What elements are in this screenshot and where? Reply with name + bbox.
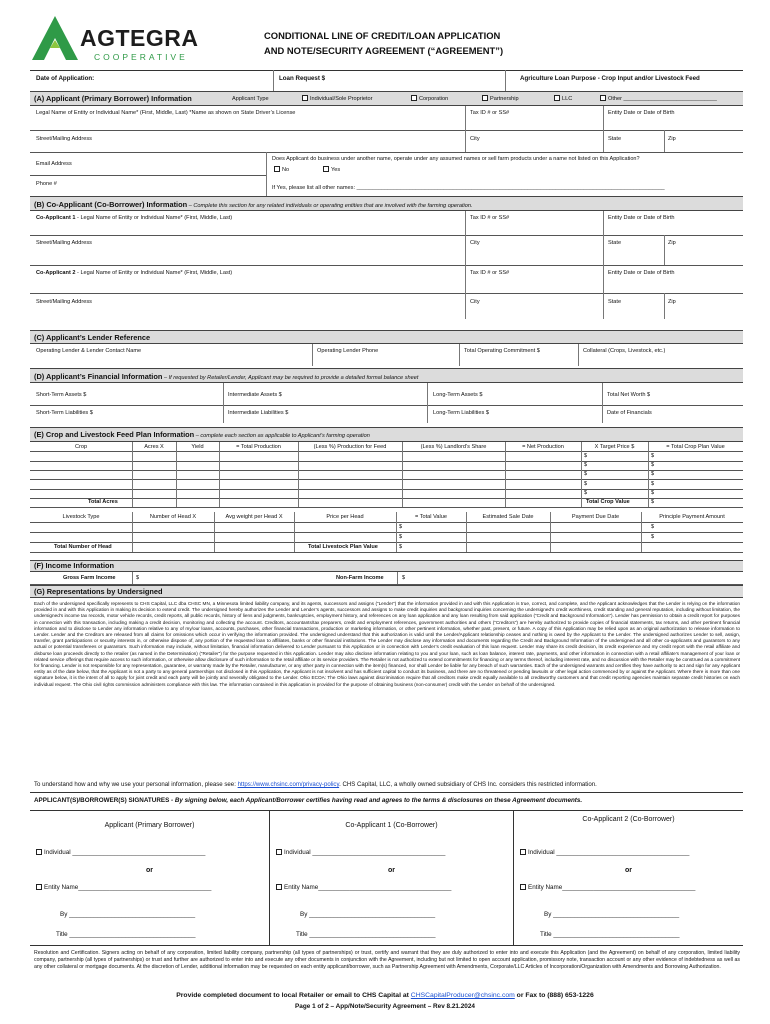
co2-street-field[interactable]: Street/Mailing Address	[36, 299, 92, 305]
section-c-title: (C) Applicant’s Lender Reference	[34, 333, 151, 342]
co1-legal-name-field[interactable]: Co-Applicant 1 - Legal Name of Entity or Individual Name* (First, Middle, Last)	[36, 215, 233, 221]
crop-col-header: (Less %) Landlord’s Share	[420, 444, 487, 450]
crop-row-line	[30, 451, 743, 452]
crop-col-header: = Total Production	[236, 444, 281, 450]
livestock-col-header: Price per Head	[326, 514, 364, 520]
co1-street-field[interactable]: Street/Mailing Address	[36, 240, 92, 246]
co-applicant-2-by-field[interactable]: By ____________________________________	[544, 911, 680, 918]
dba-question: Does Applicant do business under another name, operate under any assumed names or sell farm products under a name not listed on this Application?	[272, 156, 640, 162]
crop-col-header: = Total Crop Plan Value	[666, 444, 725, 450]
crop-col-line	[298, 442, 299, 507]
co1-entity-date-field[interactable]: Entity Date or Date of Birth	[608, 215, 675, 221]
section-g-title: (G) Representations by Undersigned	[34, 587, 163, 596]
page-number: Page 1 of 2 – App/Note/Security Agreement – Rev 8.21.2024	[295, 1003, 475, 1010]
livestock-col-header: Livestock Type	[62, 514, 100, 520]
type-other-option[interactable]: Other ______________________________	[600, 95, 717, 102]
applicant-title-field[interactable]: Title ____________________________________	[56, 931, 196, 938]
livestock-col-line	[396, 512, 397, 552]
section-b-title: (B) Co-Applicant (Co-Borrower) Information – Complete this section for any related individuals or operating entities that are involved with the farming operation.	[34, 200, 473, 209]
co-applicant-1-by-field[interactable]: By ____________________________________	[300, 911, 436, 918]
collateral-field[interactable]: Collateral (Crops, Livestock, etc.)	[583, 348, 666, 354]
total-livestock-field[interactable]: $	[399, 544, 403, 550]
type-llc-option[interactable]: LLC	[554, 95, 572, 102]
total-net-worth-field[interactable]: Total Net Worth $	[607, 392, 651, 398]
co2-city-field[interactable]: City	[470, 299, 480, 305]
crop-value-cell[interactable]: $	[651, 452, 655, 459]
livestock-col-line	[466, 512, 467, 552]
applicant-signature-heading: Applicant (Primary Borrower)	[104, 822, 195, 829]
co2-tax-id-field[interactable]: Tax ID # or SS#	[470, 270, 510, 276]
livestock-col-line	[132, 512, 133, 552]
co-applicant-2-signature-heading: Co-Applicant 2 (Co-Borrower)	[582, 816, 675, 823]
privacy-policy-link[interactable]: https://www.chsinc.com/privacy-policy	[237, 781, 340, 788]
target-price-cell[interactable]: $	[584, 480, 588, 487]
livestock-col-line	[294, 512, 295, 552]
livestock-col-header: Payment Due Date	[571, 514, 620, 520]
crop-value-cell[interactable]: $	[651, 490, 655, 496]
applicant-entity-name-field[interactable]: Entity Name______________________________________	[36, 884, 211, 891]
principal-amount-cell[interactable]: $	[651, 524, 655, 530]
crop-row-line	[30, 498, 743, 499]
applicant-type-label: Applicant Type	[232, 96, 269, 102]
co-applicant-2-entity-name-field[interactable]: Entity Name______________________________________	[520, 884, 695, 891]
a-street-field[interactable]: Street/Mailing Address	[36, 136, 92, 142]
total-livestock-label: Total Livestock Plan Value	[308, 544, 378, 550]
crop-col-line	[505, 442, 506, 507]
co2-entity-date-field[interactable]: Entity Date or Date of Birth	[608, 270, 675, 276]
crop-row-line	[30, 507, 743, 508]
loan-purpose-label: Agriculture Loan Purpose - Crop Input and/or Livestock Feed	[520, 75, 700, 82]
applicant-individual-field[interactable]: Individual ______________________________________	[36, 849, 205, 856]
section-d-title: (D) Applicant’s Financial Information – If requested by Retailer/Lender, Applicant may be required to provide a detailed formal balance sheet	[34, 372, 419, 381]
total-head-label: Total Number of Head	[54, 544, 112, 550]
checkbox-icon	[482, 95, 488, 101]
a-email-field[interactable]: Email Address	[36, 161, 72, 167]
loan-request-field[interactable]: Loan Request $	[279, 75, 326, 82]
checkbox-icon	[276, 849, 282, 855]
crop-col-header: Yield	[191, 444, 204, 450]
gross-farm-income-field[interactable]: $	[136, 575, 140, 581]
livestock-row-line	[30, 542, 743, 543]
livestock-value-cell[interactable]: $	[399, 524, 403, 530]
a-entity-date-field[interactable]: Entity Date or Date of Birth	[608, 110, 675, 116]
logo-subtitle: COOPERATIVE	[94, 52, 188, 62]
operating-commitment-field[interactable]: Total Operating Commitment $	[464, 348, 540, 354]
co2-state-field[interactable]: State	[608, 299, 622, 305]
a-city-field[interactable]: City	[470, 136, 480, 142]
checkbox-icon	[302, 95, 308, 101]
livestock-col-line	[214, 512, 215, 552]
crop-row-line	[30, 479, 743, 480]
livestock-col-header: Avg weight per Head X	[225, 514, 283, 520]
resolution-certification-text: Resolution and Certification. Signers acting on behalf of any corporation, limited liability company, partnership (all types of partnerships) or trust, certify and warrant that they are duly authorized to enter into and execute this Application (and the Agreement) on behalf of any corporation, limited liability company, partnership (all types of partnerships) or trust and further are authorized to enter into and execute any other documents in conjunction with the Agreement, including but not limited to open account application, promissory note, transaction account or any other evidence of indebtedness as well as any other collateral or mortgage documents. At the discretion of Lender, additional information may be requested on each entity applicant/borrower, such as Partnership Agreement with Amendments, Corporate/LLC Articles of Incorporation/Organization with Amendments and Borrowing Authorization.	[34, 950, 740, 970]
principal-amount-cell[interactable]: $	[651, 534, 655, 540]
representations-text: Each of the undersigned specifically represents to CHS Capital, LLC dba CHSC MN, a Minnesota limited liability company, and its agents, successors and assigns (“Lender”) that the information provided in and with this Application is true, correct, and complete, and the Applicant acknowledges that the Lender is relying on the information provided in and with this Application in making its decision to extend credit. The undersigned hereby authorizes the Lender and Lender’s agents, successors and assigns to make credit inquiries and background inquiries concerning the undersigned’s credit worthiness, credit standing and general reputation, including without limitation, the undersigned’s income tax records, motor vehicle records, credit reports, all public records, history of liens and judgments, bankruptcies, employment history, and references on any loan application and any loan resulting from said application (“Credit and Background Information”). Lender has permission to obtain a credit report for purposes in connection with this transaction, including making a credit decision, monitoring and collecting the account. Creditors, accountants/tax preparers, credit and employment references, government authorities and others (“Creditors”) are hereby authorized to provide copies of financial statements, tax returns, and other pertinent financial information and to disclose to Lender any information relative to any of my/our loans, accounts, purchases, other financial transactions, production or marketing information, or other pertinent information, whether past, present, or future. A copy of this Application may be relied upon as an original authorization to release information to Lender. Lender and the Creditors are released from all claims for omissions which occur in verifying the information provided. The undersigned understand that this authorization is valid until the Lender/Applicant relationship ceases and nothing is owed by the Applicant to the Lender. The undersigned authorizes Lender to sell, assign, transfer, grant participations or security interests in, or otherwise dispose of, any portion of the requested loan to affiliates, banks or other financial institutions. The Lender may disclose any information and documents regarding the Credit and Background Information of the undersigned and all other co-applicants and guarantors to any actual or potential transferees or guarantors. Such information may include, without limitation, financial information delivered to Lender pursuant to this Application or in connection with Lender’s credit evaluation of this loan request. Lender may share its credit decision, its credit experience and my credit report with the retail affiliate and disburse loan proceeds directly to the retailer (as named in the Determination) (“Retailer”) for the purpose requested in this Application. Lender may also disclose information relating to you and your loan, such as loan balance, interest rate, payments, and other information in connection with a retail affiliate’s management of your loan or related service offerings that require access to such information, or otherwise allow disclosure of such information to the retail affiliate or its service providers. The Retailer is not authorized to extend commitments for financing or any terms thereof, including interest rate, and no discussion with the Retailer may be construed as a commitment for financing. Lender is not responsible for any representation, guarantee, or warranty made by the Retailer, manufacturer, or any other party in connection with the item(s) financed, nor shall Lender be liable for any breach of such warranties. Each of the undersigned warrants and certifies they have authority to act and sign for any Applicant entity as of the date below, that the Applicant is not a party to any general partnerships not disclosed in this Application, the Applicant is not insolvent and has sufficient capital to conduct its business, and there are no threatened or pending lawsuits or other legal action commenced by or against the Applicant. Where there is more than one signature below, it is the intent of all to apply for joint credit and each party will be jointly and severally obligated to the Lender. Ohio ECOA: The Ohio laws against discrimination require that all creditors make credit equally available to all creditworthy customers and that credit reporting agencies maintain separate credit histories on each individual request. The Ohio civil rights commission administers compliance with this law. The information contained in this application is provided for the purpose of obtaining business (non-consumer) credit with the Lender on behalf of the undersigned.	[34, 601, 740, 687]
target-price-cell[interactable]: $	[584, 490, 588, 496]
applicant-by-field[interactable]: By ____________________________________	[60, 911, 196, 918]
co-applicant-1-individual-field[interactable]: Individual ______________________________________	[276, 849, 445, 856]
crop-col-line	[648, 442, 649, 507]
livestock-col-header: Estimated Sale Date	[482, 514, 534, 520]
short-term-assets-field[interactable]: Short-Term Assets $	[36, 392, 87, 398]
crop-col-header: X Target Price $	[594, 444, 635, 450]
other-names-field[interactable]: If Yes, please list all other names: ___________________________________________________________________________________________________	[272, 185, 665, 191]
gross-farm-income-label: Gross Farm Income	[63, 575, 116, 581]
or-separator: or	[146, 867, 153, 874]
signatures-header: APPLICANT(S)/BORROWER(S) SIGNATURES - By signing below, each Applicant/Borrower certifies having read and agrees to the terms & disclosures on these Agreement documents.	[34, 797, 583, 804]
form-title-line-2: AND NOTE/SECURITY AGREEMENT (“AGREEMENT”)	[264, 45, 504, 56]
co-applicant-1-signature-heading: Co-Applicant 1 (Co-Borrower)	[345, 822, 438, 829]
crop-col-line	[581, 442, 582, 507]
total-crop-value-label: Total Crop Value	[586, 499, 630, 506]
crop-row-line	[30, 489, 743, 490]
lender-phone-field[interactable]: Operating Lender Phone	[317, 348, 379, 354]
total-acres-label: Total Acres	[88, 499, 118, 506]
a-tax-id-field[interactable]: Tax ID # or SS#	[470, 110, 510, 116]
type-corporation-option[interactable]: Corporation	[411, 95, 448, 102]
livestock-col-line	[550, 512, 551, 552]
capital-email-link[interactable]: CHSCapitalProducer@chsinc.com	[410, 992, 515, 999]
crop-col-header: = Net Production	[522, 444, 564, 450]
section-a-title: (A) Applicant (Primary Borrower) Information	[34, 94, 192, 103]
or-separator: or	[388, 867, 395, 874]
long-term-assets-field[interactable]: Long-Term Assets $	[433, 392, 483, 398]
checkbox-icon	[36, 849, 42, 855]
livestock-col-header: Principle Payment Amount	[659, 514, 725, 520]
lender-contact-field[interactable]: Operating Lender & Lender Contact Name	[36, 348, 142, 354]
livestock-col-line	[641, 512, 642, 552]
checkbox-icon	[520, 884, 526, 890]
checkbox-icon	[36, 884, 42, 890]
non-farm-income-field[interactable]: $	[402, 575, 406, 581]
section-e-title: (E) Crop and Livestock Feed Plan Information – complete each section as applicable to Applicant’s farming operation	[34, 430, 370, 439]
short-term-liabilities-field[interactable]: Short-Term Liabilities $	[36, 410, 93, 416]
livestock-row-line	[30, 532, 743, 533]
privacy-notice: To understand how and why we use your personal information, please see: https://www.chsinc.com/privacy-policy. CHS Capital, LLC, a wholly owned subsidiary of CHS Inc. considers this restricted information.	[34, 781, 597, 788]
crop-value-cell[interactable]: $	[651, 480, 655, 487]
co-applicant-1-title-field[interactable]: Title ____________________________________	[296, 931, 436, 938]
intermediate-liabilities-field[interactable]: Intermediate Liabilities $	[228, 410, 289, 416]
checkbox-icon	[323, 166, 329, 172]
livestock-row-line	[30, 552, 743, 553]
a-zip-field[interactable]: Zip	[668, 136, 676, 142]
crop-col-line	[176, 442, 177, 507]
livestock-col-header: Number of Head X	[149, 514, 197, 520]
type-partnership-option[interactable]: Partnership	[482, 95, 519, 102]
co1-zip-field[interactable]: Zip	[668, 240, 676, 246]
co-applicant-2-title-field[interactable]: Title ____________________________________	[540, 931, 680, 938]
checkbox-icon	[554, 95, 560, 101]
form-title-line-1: CONDITIONAL LINE OF CREDIT/LOAN APPLICATION	[264, 30, 501, 41]
crop-col-line	[132, 442, 133, 507]
co2-zip-field[interactable]: Zip	[668, 299, 676, 305]
date-of-application-field[interactable]: Date of Application:	[36, 75, 95, 82]
intermediate-assets-field[interactable]: Intermediate Assets $	[228, 392, 282, 398]
co-applicant-2-individual-field[interactable]: Individual ______________________________________	[520, 849, 689, 856]
agtegra-logo	[30, 12, 210, 62]
co-applicant-1-entity-name-field[interactable]: Entity Name______________________________________	[276, 884, 451, 891]
target-price-cell[interactable]: $	[584, 471, 588, 478]
crop-row-line	[30, 461, 743, 462]
section-f-title: (F) Income Information	[34, 561, 115, 570]
long-term-liabilities-field[interactable]: Long-Term Liabilities $	[433, 410, 489, 416]
checkbox-icon	[600, 95, 606, 101]
crop-col-line	[219, 442, 220, 507]
checkbox-icon	[274, 166, 280, 172]
dba-no-option[interactable]: No	[274, 166, 289, 173]
livestock-value-cell[interactable]: $	[399, 534, 403, 540]
crop-col-header: Crop	[74, 444, 88, 450]
livestock-col-header: = Total Value	[415, 514, 447, 520]
livestock-row-line	[30, 522, 743, 523]
logo-wordmark: AGTEGRA	[80, 25, 199, 51]
submission-instructions: Provide completed document to local Retailer or email to CHS Capital at CHSCapitalProducer@chsinc.com or Fax to (888) 653-1226	[176, 992, 594, 999]
co1-state-field[interactable]: State	[608, 240, 622, 246]
date-of-financials-field[interactable]: Date of Financials	[607, 410, 652, 416]
target-price-cell[interactable]: $	[584, 462, 588, 469]
co2-legal-name-field[interactable]: Co-Applicant 2 - Legal Name of Entity or Individual Name* (First, Middle, Last)	[36, 270, 233, 276]
crop-col-header: Acres X	[144, 444, 164, 450]
co1-city-field[interactable]: City	[470, 240, 480, 246]
checkbox-icon	[276, 884, 282, 890]
crop-col-line	[402, 442, 403, 507]
checkbox-icon	[411, 95, 417, 101]
crop-value-cell[interactable]: $	[651, 462, 655, 469]
co1-tax-id-field[interactable]: Tax ID # or SS#	[470, 215, 510, 221]
type-individual-option[interactable]: Individual/Sole Proprietor	[302, 95, 373, 102]
non-farm-income-label: Non-Farm Income	[336, 575, 384, 581]
or-separator: or	[625, 867, 632, 874]
total-crop-value-field[interactable]: $	[651, 499, 655, 506]
crop-row-line	[30, 470, 743, 471]
a-legal-name-field[interactable]: Legal Name of Entity or Individual Name* (First, Middle, Last) *Name as shown on State Driver’s License	[36, 110, 296, 116]
crop-value-cell[interactable]: $	[651, 471, 655, 478]
crop-col-header: (Less %) Production for Feed	[313, 444, 387, 450]
checkbox-icon	[520, 849, 526, 855]
dba-yes-option[interactable]: Yes	[323, 166, 340, 173]
a-phone-field[interactable]: Phone #	[36, 181, 57, 187]
target-price-cell[interactable]: $	[584, 452, 588, 459]
a-state-field[interactable]: State	[608, 136, 622, 142]
